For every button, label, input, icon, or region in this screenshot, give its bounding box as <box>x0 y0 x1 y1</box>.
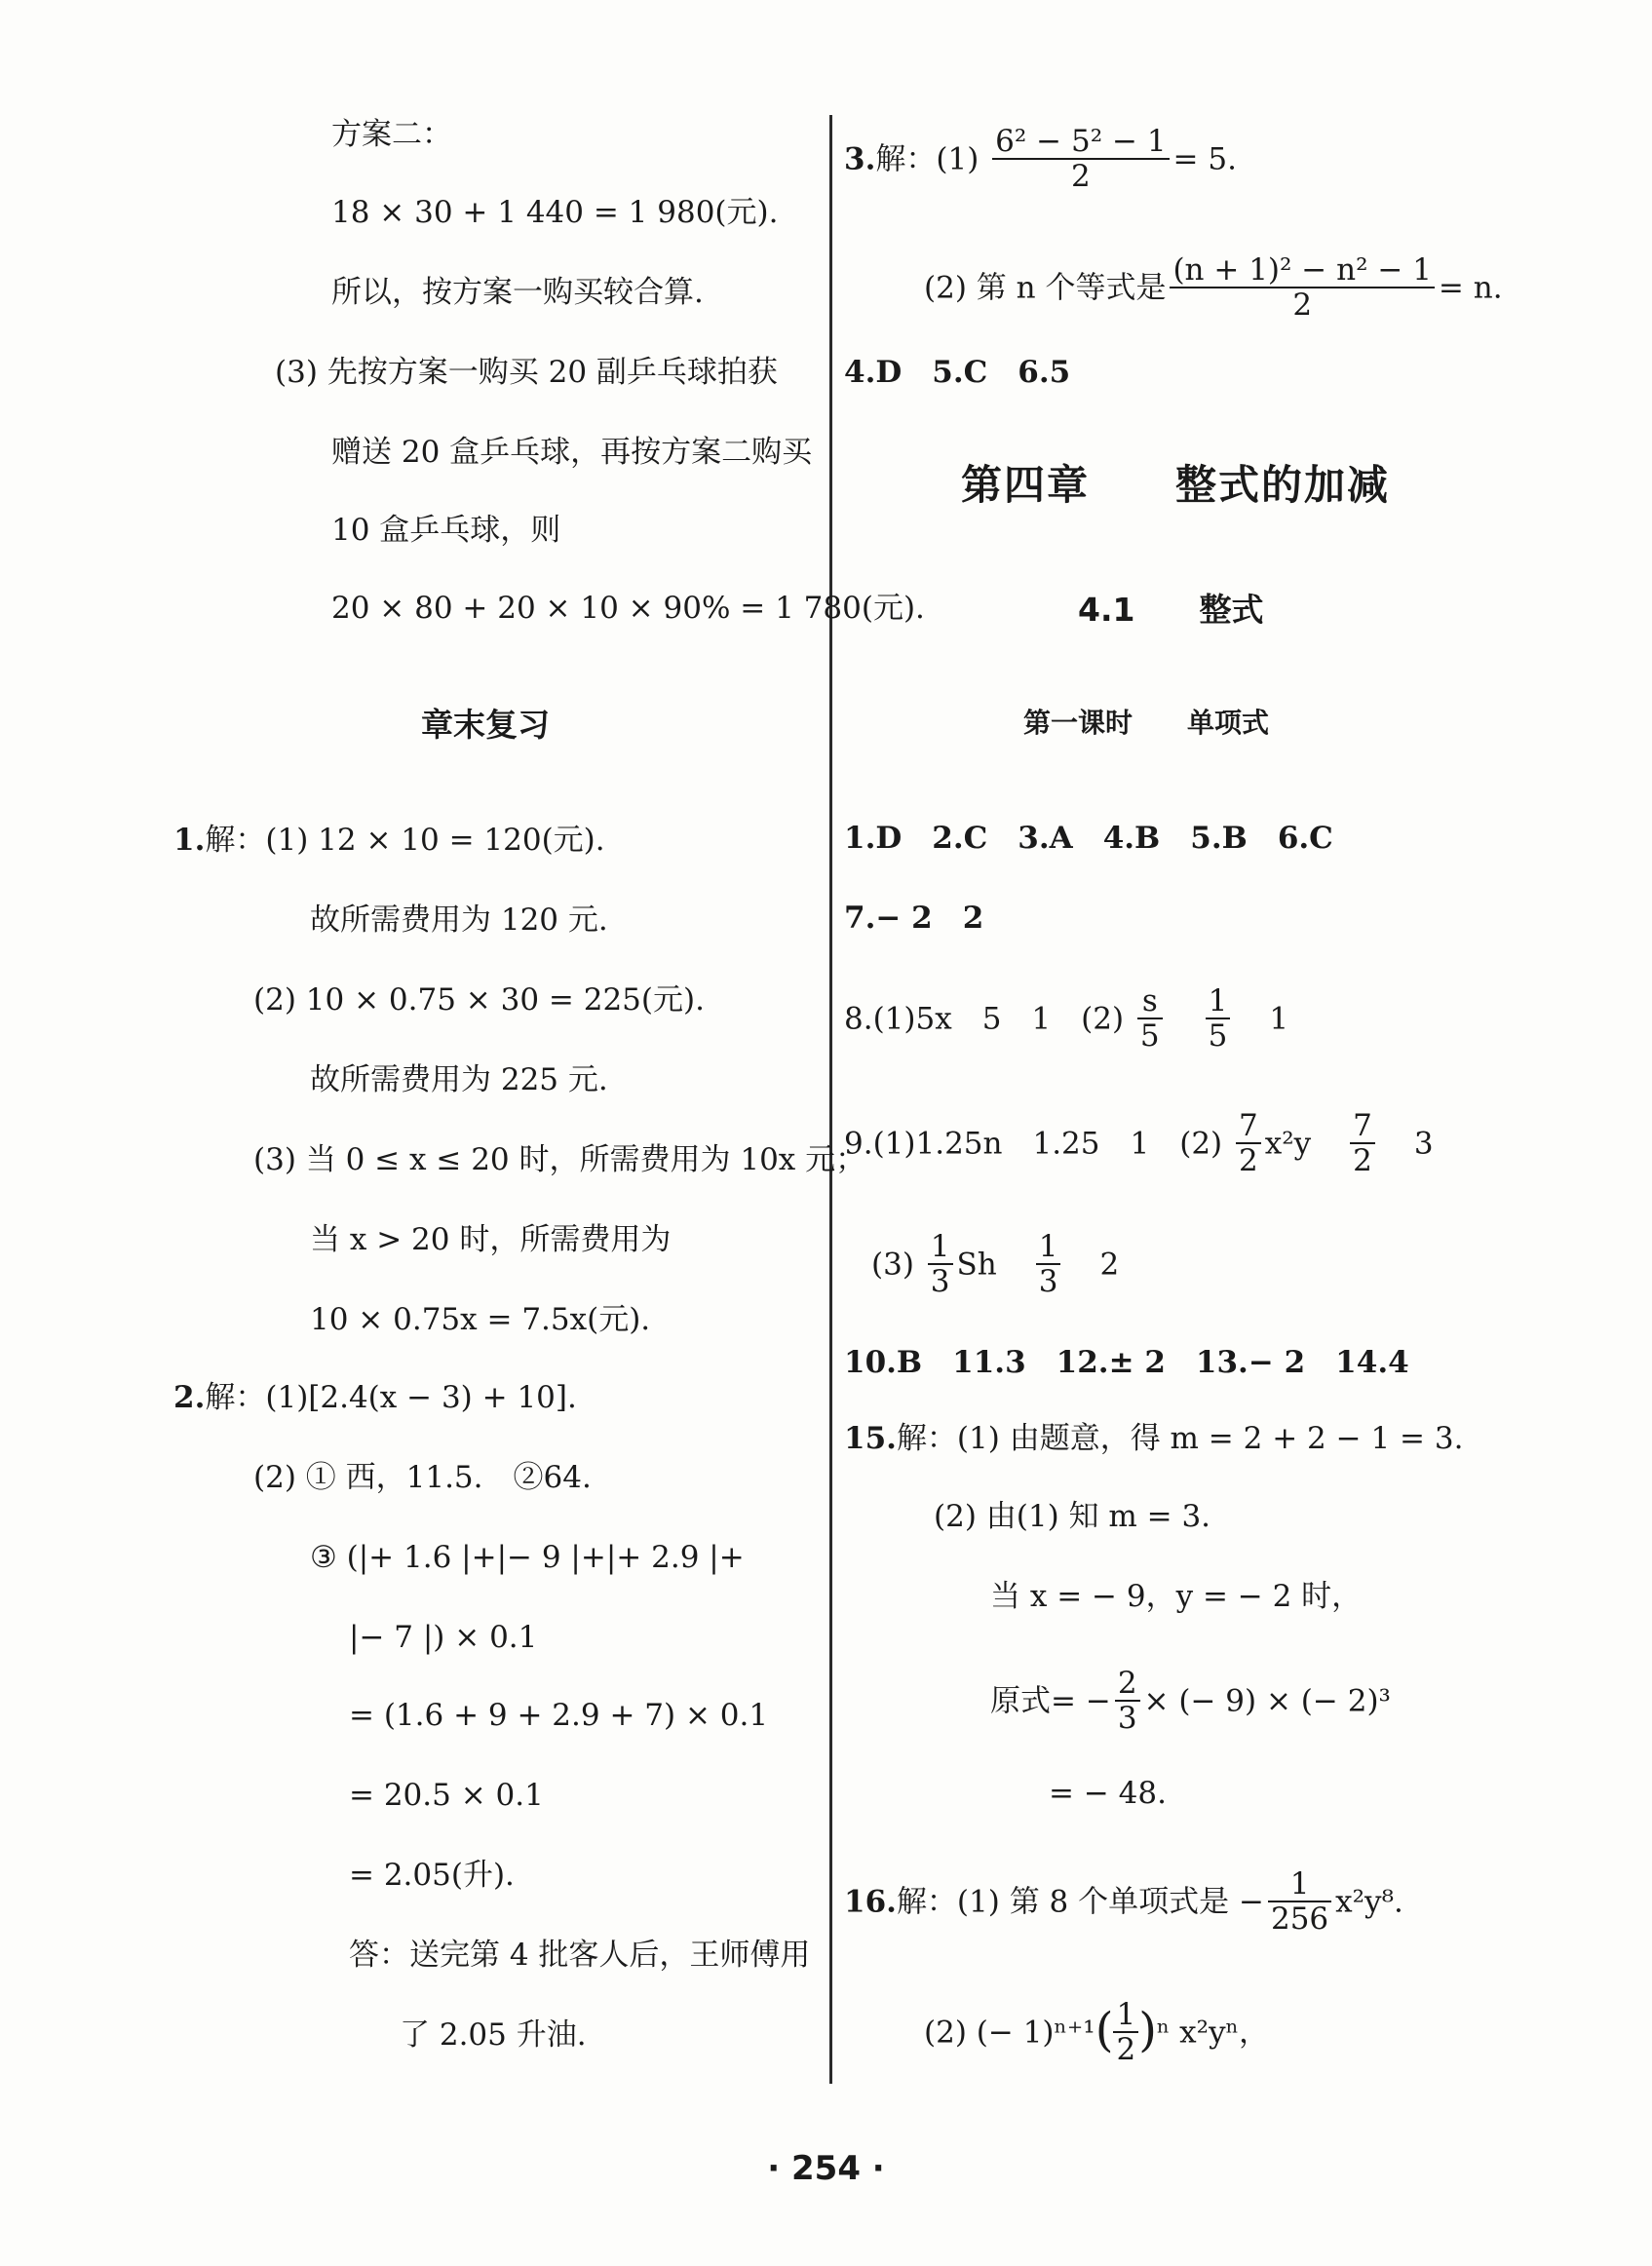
q9-f1-var: x²y <box>1264 1126 1312 1162</box>
q9-frac1 <box>1236 1109 1261 1177</box>
q1-line3: (2) 10 × 0.75 × 30 = 225(元). <box>253 982 705 1018</box>
q2-line9: 了 2.05 升油. <box>400 2017 587 2053</box>
q15-line2: (2) 由(1) 知 m = 3. <box>934 1499 1211 1534</box>
q2-line5: = (1.6 + 9 + 2.9 + 7) × 0.1 <box>349 1698 769 1733</box>
q2-number: 2. <box>173 1380 206 1415</box>
q15-frac-num: 2 <box>1115 1667 1140 1702</box>
q9-f1-num: 7 <box>1236 1109 1261 1144</box>
section-title: 4.1 整式 <box>1078 591 1264 629</box>
left-paren-icon: ( <box>1095 2003 1114 2057</box>
q8-answer <box>844 983 1289 1055</box>
page-number: · 254 · <box>767 2149 885 2188</box>
q8-f1-num: s <box>1137 984 1163 1019</box>
lesson-title: 第一课时 单项式 <box>1023 707 1270 739</box>
q8-frac1 <box>1137 984 1163 1053</box>
q2-line8: 答：送完第 4 批客人后，王师傅用 <box>349 1938 811 1973</box>
q9b-frac2 <box>1036 1230 1061 1298</box>
q2-line1 <box>173 1378 577 1417</box>
plan2-conclusion: 所以，按方案一购买较合算. <box>331 275 704 310</box>
column-divider <box>829 115 832 2084</box>
q9b-end: 2 <box>1099 1247 1120 1283</box>
q9b-f1-den: 3 <box>930 1264 950 1299</box>
q1-6-answers: 1.D 2.C 3.A 4.B 5.B 6.C <box>844 821 1333 856</box>
q16-line2 <box>924 1997 1270 2068</box>
q15-line4-post: × (− 9) × (− 2)³ <box>1143 1683 1391 1719</box>
q1-number: 1. <box>173 823 206 858</box>
p3-line3: 10 盒乒乓球，则 <box>331 513 561 548</box>
q3-part1 <box>844 124 1237 195</box>
q2-line1-text: 解：(1)[2.4(x − 3) + 10]. <box>205 1380 577 1415</box>
q16-line1 <box>844 1866 1403 1938</box>
q3b-frac-num: (n + 1)² − n² − 1 <box>1170 253 1434 288</box>
review-title: 章末复习 <box>421 706 550 744</box>
q15-number: 15. <box>844 1421 897 1456</box>
chapter-title: 第四章 整式的加减 <box>961 461 1391 509</box>
q9b-f1-var: Sh <box>956 1247 997 1283</box>
q1-line1-text: 解：(1) 12 × 10 = 120(元). <box>205 823 605 858</box>
q16-pre: 解：(1) 第 8 个单项式是 − <box>896 1884 1264 1920</box>
q15-line3: 当 x = − 9，y = − 2 时， <box>990 1579 1363 1614</box>
p3-line4: 20 × 80 + 20 × 10 × 90% = 1 780(元). <box>331 591 925 626</box>
q16b-pre: (2) (− 1)ⁿ⁺¹ <box>924 2015 1095 2051</box>
q3-post: = 5. <box>1172 141 1237 177</box>
q16b-frac-num: 1 <box>1113 1998 1138 2033</box>
q8-f2-den: 5 <box>1208 1018 1228 1054</box>
q3-frac-num: 6² − 5² − 1 <box>992 125 1169 160</box>
q3b-fraction <box>1170 253 1434 322</box>
q9-f1-den: 2 <box>1239 1143 1258 1178</box>
q9-answer <box>844 1108 1434 1179</box>
q8-f2-num: 1 <box>1206 984 1231 1019</box>
q9-lead: 9.(1)1.25n 1.25 1 (2) <box>844 1126 1223 1162</box>
q1-line1 <box>173 821 605 860</box>
q9-part3 <box>871 1229 1120 1300</box>
q3b-post: = n. <box>1438 270 1503 306</box>
p3-line1: (3) 先按方案一购买 20 副乒乓球拍获 <box>275 355 778 390</box>
q1-line4: 故所需费用为 225 元. <box>310 1062 608 1097</box>
q9b-f2-den: 3 <box>1038 1264 1058 1299</box>
q15-line4 <box>990 1666 1391 1737</box>
q2-line7: = 2.05(升). <box>349 1858 515 1893</box>
q9-f2-num: 7 <box>1350 1109 1375 1144</box>
q15-line5: = − 48. <box>1049 1776 1167 1811</box>
q9-frac2 <box>1350 1109 1375 1177</box>
q15-frac-den: 3 <box>1117 1701 1137 1736</box>
q1-line7: 10 × 0.75x = 7.5x(元). <box>310 1302 651 1337</box>
q3-fraction <box>992 125 1169 193</box>
q16-fraction <box>1268 1867 1331 1936</box>
p3-line2: 赠送 20 盒乒乓球，再按方案二购买 <box>331 435 813 470</box>
q2-line4: |− 7 |) × 0.1 <box>349 1620 538 1655</box>
q16b-frac-den: 2 <box>1116 2032 1136 2067</box>
q9b-f1-num: 1 <box>928 1230 953 1265</box>
q7-answer: 7.− 2 2 <box>844 901 984 936</box>
q9-f2-den: 2 <box>1353 1143 1372 1178</box>
q2-line2: (2) ① 西，11.5. ②64. <box>253 1460 592 1495</box>
q1-line2: 故所需费用为 120 元. <box>310 903 608 938</box>
q16-frac-num: 1 <box>1268 1867 1331 1902</box>
q9b-f2-num: 1 <box>1036 1230 1061 1265</box>
q2-line3: ③ (|+ 1.6 |+|− 9 |+|+ 2.9 |+ <box>310 1540 745 1575</box>
q16-number: 16. <box>844 1884 897 1920</box>
q8-frac2 <box>1206 984 1231 1053</box>
plan2-calc: 18 × 30 + 1 440 = 1 980(元). <box>331 195 779 230</box>
q8-f1-den: 5 <box>1139 1018 1160 1054</box>
q3-frac-den: 2 <box>1070 159 1091 194</box>
q1-line6: 当 x > 20 时，所需费用为 <box>310 1222 672 1257</box>
q4-6-answers: 4.D 5.C 6.5 <box>844 355 1071 390</box>
q15-line1-text: 解：(1) 由题意，得 m = 2 + 2 − 1 = 3. <box>896 1421 1464 1456</box>
q3-pre: 解：(1) <box>875 141 980 177</box>
q3b-frac-den: 2 <box>1292 288 1313 323</box>
q16-frac-den: 256 <box>1270 1901 1329 1937</box>
plan2-title: 方案二： <box>331 117 452 152</box>
q2-line6: = 20.5 × 0.1 <box>349 1778 544 1813</box>
q3-number: 3. <box>844 141 876 177</box>
q15-line4-pre: 原式= − <box>990 1683 1111 1719</box>
q9b-frac1 <box>928 1230 953 1298</box>
q15-line1 <box>844 1419 1463 1458</box>
q8-end: 1 <box>1269 1001 1289 1037</box>
q16-post: x²y⁸. <box>1335 1884 1403 1920</box>
q3b-pre: (2) 第 n 个等式是 <box>924 270 1167 306</box>
q10-14-answers: 10.B 11.3 12.± 2 13.− 2 14.4 <box>844 1345 1409 1380</box>
q16b-fraction <box>1113 1998 1138 2066</box>
right-paren-icon: ) <box>1138 2003 1157 2057</box>
q9b-lead: (3) <box>871 1247 914 1283</box>
q9-end: 3 <box>1413 1126 1434 1162</box>
q8-lead: 8.(1)5x 5 1 (2) <box>844 1001 1125 1037</box>
q16b-post: ⁿ x²yⁿ， <box>1156 2015 1270 2051</box>
q3-part2 <box>924 252 1503 324</box>
q1-line5: (3) 当 0 ≤ x ≤ 20 时，所需费用为 10x 元； <box>253 1142 866 1177</box>
q15-fraction <box>1115 1667 1140 1735</box>
